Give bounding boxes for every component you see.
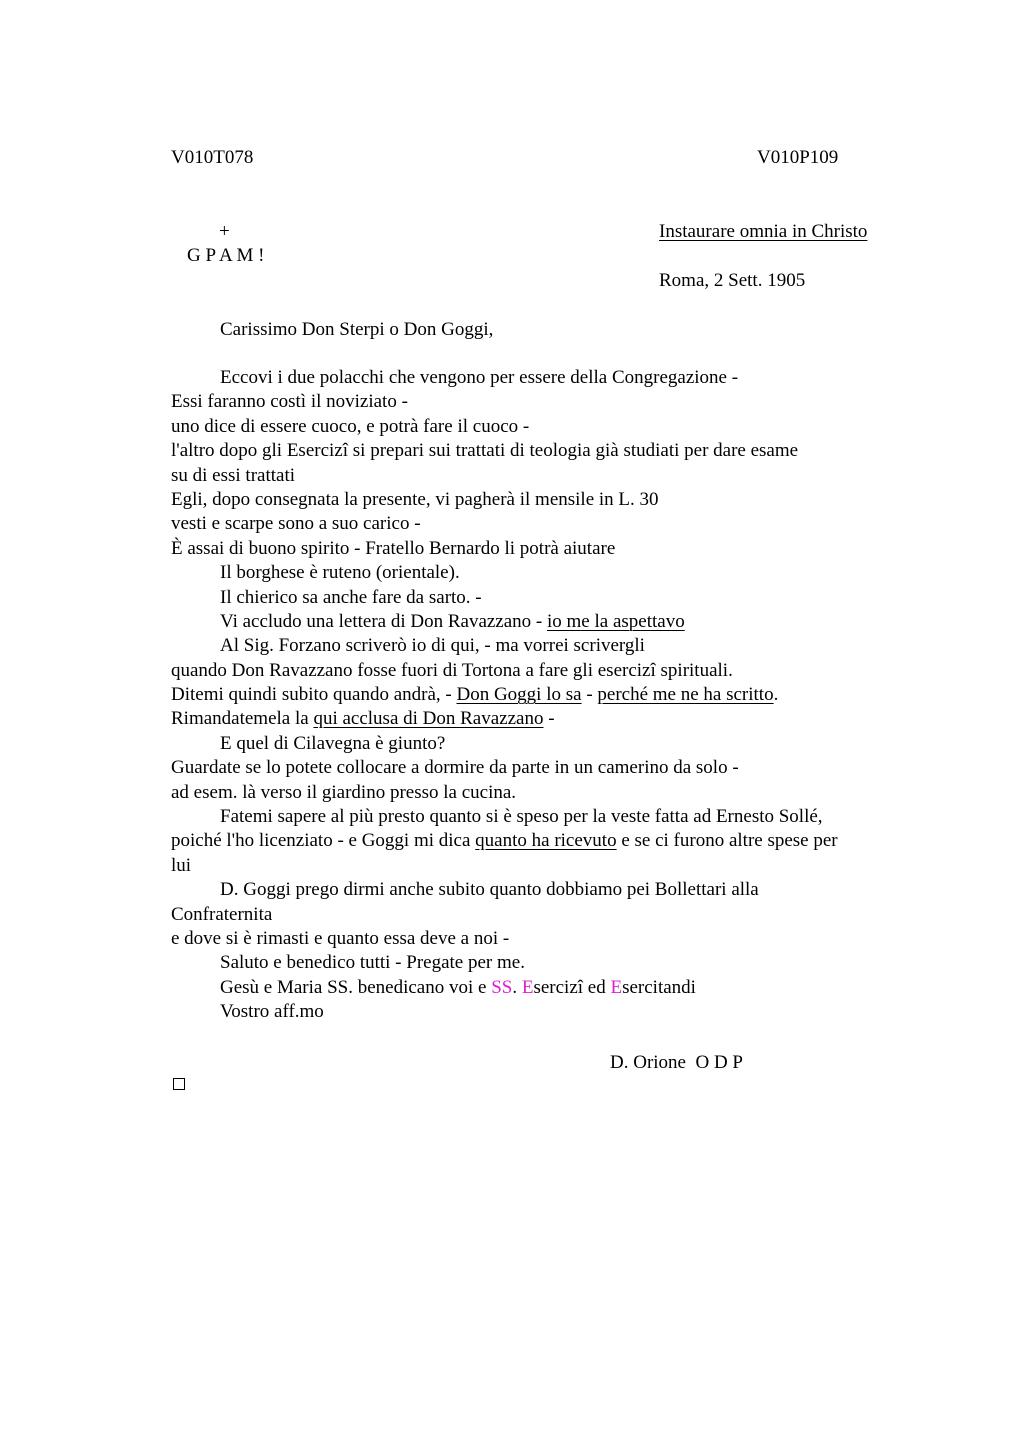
body-line: Al Sig. Forzano scriverò io di qui, - ma vorrei scrivergli [220, 635, 645, 657]
body-text: l'altro dopo gli Esercizi [171, 440, 349, 462]
body-line: Guardate se lo potete collocare a dormire da parte in un camerino da solo - [171, 757, 739, 779]
place-date: Roma, 2 Sett. 1905 [659, 270, 806, 291]
underlined-text: io me la aspettavo [547, 610, 685, 632]
body-line: Vostro aff.mo [220, 1001, 324, 1023]
cross-mark: + [219, 221, 230, 242]
body-text: . [512, 976, 522, 998]
body-line: D. Goggi prego dirmi anche subito quanto dobbiamo pei Bollettari alla [220, 879, 759, 901]
body-text: spirituali. [655, 659, 733, 681]
correction-mark: SS [491, 976, 513, 998]
body-text: Rimandatemela la [171, 708, 314, 730]
body-line: E quel di Cilavegna è giunto? [220, 732, 446, 754]
underlined-text: qui acclusa di Don Ravazzano [313, 708, 544, 730]
body-line: ad esem. là verso il giardino presso la cucina. [171, 781, 517, 803]
body-line: Il borghese è ruteno (orientale). [220, 562, 460, 584]
body-line [171, 976, 901, 1000]
salutation: Carissimo Don Sterpi o Don Goggi, [220, 319, 494, 340]
body-line: Essi faranno costì il noviziato - [171, 391, 408, 413]
body-line: Eccovi i due polacchi che vengono per essere della Congregazione - [220, 367, 739, 388]
body-text: sercizi [533, 976, 584, 998]
body-line [171, 439, 901, 463]
body-text: sercitandi [622, 976, 696, 998]
body-text: poiché l'ho licenziato - e Goggi mi dica [171, 830, 476, 852]
body-text: Ditemi quindi subito quando andrà, - [171, 684, 457, 706]
underlined-text: Don Goggi lo sa [456, 684, 582, 706]
body-line: vesti e scarpe sono a suo carico - [171, 513, 421, 535]
body-line: Il chierico sa anche fare da sarto. - [220, 586, 482, 608]
gpam-invocation: G P A M ! [187, 245, 265, 266]
correction-mark: E [521, 976, 534, 998]
body-line: Confraternita [171, 903, 273, 925]
body-line [171, 707, 901, 731]
body-text: ed [583, 976, 611, 998]
document-code-right: V010P109 [757, 147, 839, 168]
body-line [171, 610, 901, 634]
body-line: Fatemi sapere al più presto quanto si è speso per la veste fatta ad Ernesto Sollé, [220, 806, 823, 828]
document-code-left: V010T078 [171, 147, 254, 168]
body-text: e se ci furono altre spese per [616, 830, 838, 852]
body-text: . [773, 684, 779, 706]
letter-body [171, 366, 901, 1025]
body-text: - [543, 708, 555, 730]
underlined-text: perché me ne ha scritto [597, 684, 774, 706]
body-line [171, 659, 901, 683]
body-line: uno dice di essere cuoco, e potrà fare il cuoco - [171, 415, 530, 437]
body-line: e dove si è rimasti e quanto essa deve a noi - [171, 927, 510, 949]
body-line: È assai di buono spirito - Fratello Bernardo li potrà aiutare [171, 537, 616, 559]
body-line: lui [171, 854, 192, 876]
underlined-text: quanto ha ricevuto [475, 830, 617, 852]
signature: D. Orione O D P [610, 1052, 743, 1073]
body-text: Vi accludo una lettera di Don Ravazzano - [220, 610, 547, 632]
body-text: - [581, 684, 598, 706]
body-line: su di essi trattati [171, 464, 296, 486]
correction-mark: E [610, 976, 623, 998]
body-line [171, 683, 901, 707]
body-text: Gesù e Maria SS. benedicano voi e [220, 976, 492, 998]
body-line [171, 829, 901, 853]
end-marker-square-icon [173, 1078, 185, 1090]
motto: Instaurare omnia in Christo [659, 221, 868, 242]
body-text: si prepari sui trattati di teologia già studiati per dare esame [348, 440, 799, 462]
body-line: Egli, dopo consegnata la presente, vi pagherà il mensile in L. 30 [171, 488, 659, 510]
body-line: Saluto e benedico tutti - Pregate per me. [220, 952, 525, 974]
body-text: quando Don Ravazzano fosse fuori di Tortona a fare gli esercizi [171, 659, 656, 681]
